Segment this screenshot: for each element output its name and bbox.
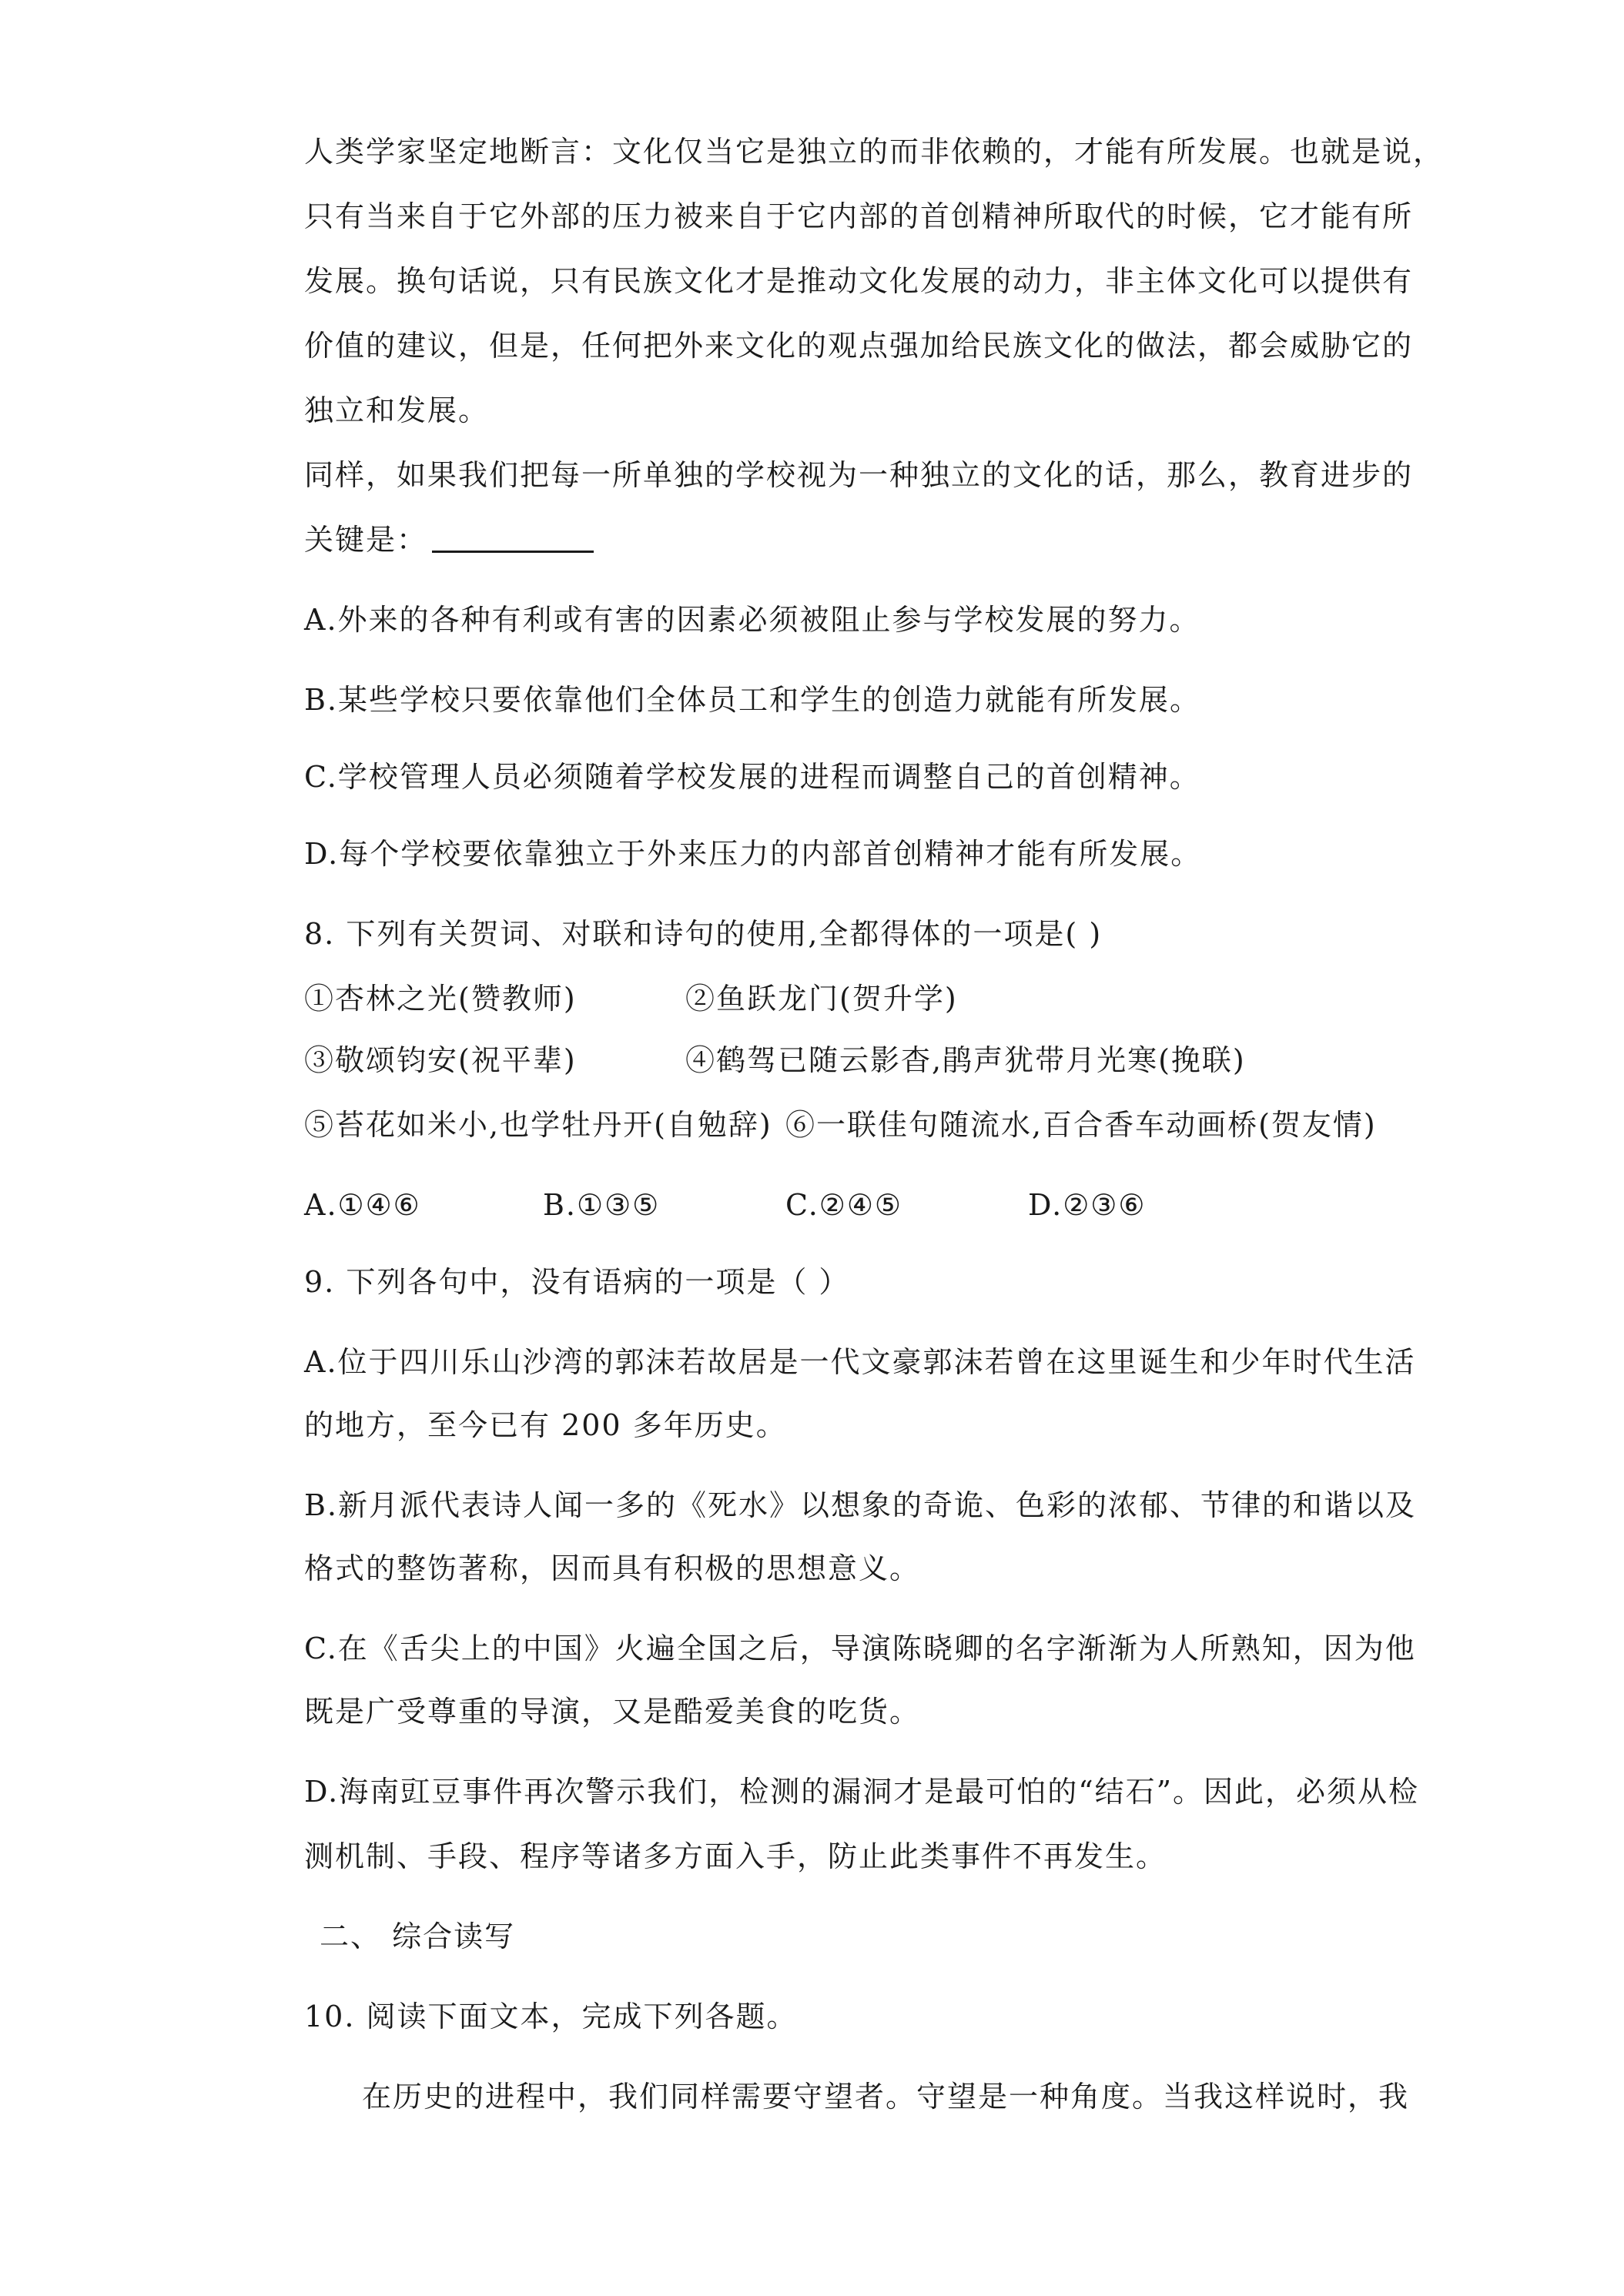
question-prefix: 关键是：: [304, 523, 428, 557]
q9-line: A.位于四川乐山沙湾的郭沫若故居是一代文豪郭沫若曾在这里诞生和少年时代生活: [304, 1345, 1416, 1379]
passage-line: 同样，如果我们把每一所单独的学校视为一种独立的文化的话，那么，教育进步的: [304, 458, 1414, 492]
q8-item-2: ②鱼跃龙门(贺升学): [685, 982, 958, 1016]
q8-item-3: ③敬颂钧安(祝平辈): [304, 1043, 577, 1077]
q9-stem: 9. 下列各句中，没有语病的一项是（ ）: [304, 1265, 850, 1299]
option-d: D.每个学校要依靠独立于外来压力的内部首创精神才能有所发展。: [304, 837, 1202, 871]
q10-paragraph-line: 在历史的进程中，我们同样需要守望者。守望是一种角度。当我这样说时，我: [362, 2080, 1410, 2114]
q8-choice-d: D.②③⑥: [1028, 1188, 1147, 1222]
q9-line: B.新月派代表诗人闻一多的《死水》以想象的奇诡、色彩的浓郁、节律的和谐以及: [304, 1488, 1417, 1522]
passage-line: 人类学家坚定地断言：文化仅当它是独立的而非依赖的，才能有所发展。也就是说，: [304, 135, 1445, 169]
q9-line: D.海南豇豆事件再次警示我们，检测的漏洞才是最可怕的“结石”。因此，必须从检: [304, 1775, 1420, 1809]
q8-item-4: ④鹤驾已随云影杳,鹃声犹带月光寒(挽联): [685, 1043, 1246, 1077]
q9-line: 既是广受尊重的导演，又是酷爱美食的吃货。: [304, 1695, 921, 1729]
q8-item-1: ①杏林之光(赞教师): [304, 982, 577, 1016]
q8-choice-a: A.①④⑥: [304, 1188, 421, 1222]
q8-choice-c: C.②④⑤: [785, 1188, 902, 1222]
q8-stem: 8. 下列有关贺词、对联和诗句的使用,全都得体的一项是( ): [304, 917, 1103, 951]
q9-line: 格式的整饬著称，因而具有积极的思想意义。: [304, 1551, 921, 1585]
section-heading: 二、 综合读写: [320, 1919, 516, 1953]
passage-line: 发展。换句话说，只有民族文化才是推动文化发展的动力，非主体文化可以提供有: [304, 264, 1414, 298]
option-c: C.学校管理人员必须随着学校发展的进程而调整自己的首创精神。: [304, 760, 1200, 794]
q8-item-6: ⑥一联佳句随流水,百合香车动画桥(贺友情): [785, 1108, 1377, 1142]
q9-line: C.在《舌尖上的中国》火遍全国之后，导演陈晓卿的名字渐渐为人所熟知，因为他: [304, 1632, 1416, 1665]
question-prompt: [304, 520, 1398, 559]
q9-line: 的地方，至今已有 200 多年历史。: [304, 1408, 787, 1442]
option-b: B.某些学校只要依靠他们全体员工和学生的创造力就能有所发展。: [304, 683, 1201, 717]
q9-line: 测机制、手段、程序等诸多方面入手，防止此类事件不再发生。: [304, 1839, 1167, 1873]
q8-item-5: ⑤苔花如米小,也学牡丹开(自勉辞): [304, 1108, 772, 1142]
q10-stem: 10. 阅读下面文本，完成下列各题。: [304, 2000, 798, 2033]
passage-line: 独立和发展。: [304, 393, 490, 427]
answer-blank: [432, 523, 594, 553]
passage-line: 价值的建议，但是，任何把外来文化的观点强加给民族文化的做法，都会威胁它的: [304, 329, 1414, 363]
option-a: A.外来的各种有利或有害的因素必须被阻止参与学校发展的努力。: [304, 603, 1200, 637]
q8-choice-b: B.①③⑤: [543, 1188, 661, 1222]
passage-line: 只有当来自于它外部的压力被来自于它内部的首创精神所取代的时候，它才能有所: [304, 199, 1414, 233]
